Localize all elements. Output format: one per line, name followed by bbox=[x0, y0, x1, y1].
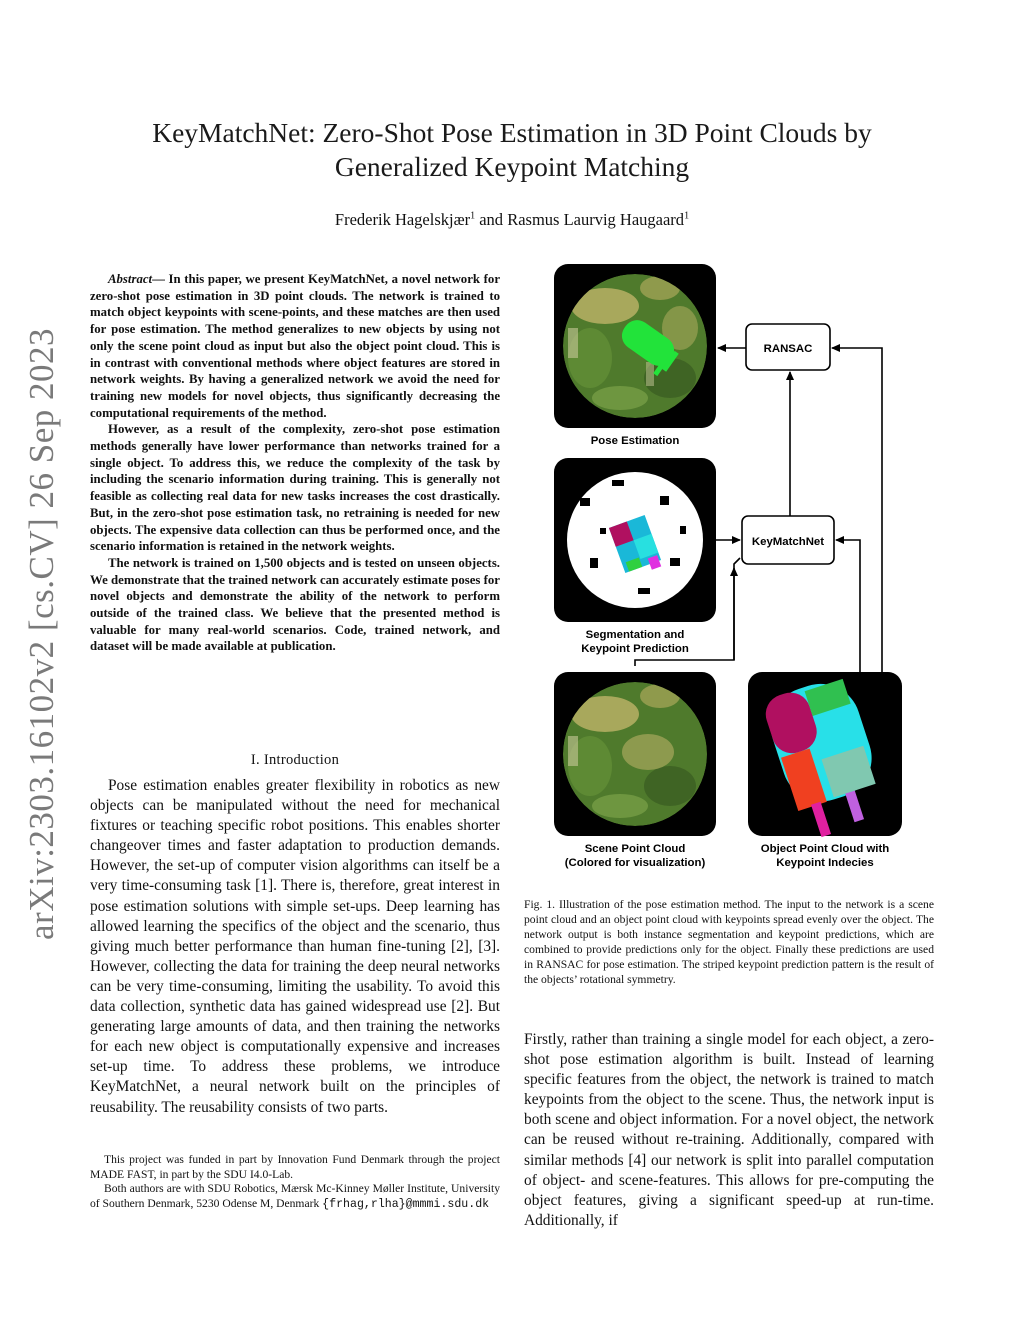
figure-1-caption: Fig. 1. Illustration of the pose estimation method. The input to the network is a scene point cloud and an object point cloud with keypoints spread evenly over the object. The network output is both instance segmentation and keypoint predictions, which are combined to provide predictions only for the object. Finally these predictions are used in RANSAC for pose estimation. The striped keypoint prediction pattern is the result of the objects’ rotational symmetry. bbox=[524, 898, 934, 986]
section-heading-introduction: I. Introduction bbox=[250, 752, 340, 768]
footnote-affiliation-text: Both authors are with SDU Robotics, Mærsk Mc-Kinney Møller Institute, University of Southern Denmark, 5230 Odense M, Denmark bbox=[90, 1182, 500, 1210]
figure-1-diagram bbox=[520, 258, 940, 878]
author-2: Rasmus Laurvig Haugaard bbox=[507, 210, 685, 229]
pose-estimation-panel bbox=[554, 264, 716, 428]
abstract-text-1: In this paper, we present KeyMatchNet, a novel network for zero-shot pose estimation in 3D point clouds. The network is trained to match object keypoints with scene-points, and these matches are then used for pose estimation. The method generalizes to new objects by using not only the scene point cloud as input but also the object point cloud. This is in contrast with conventional methods where object features are stored in network weights. By having a generalized network we avoid the need for training new models for novel objects, thus significantly decreasing the computational requirements of the method. bbox=[90, 272, 500, 420]
object-label-line-1: Object Point Cloud with bbox=[760, 843, 890, 855]
arrow-object-to-ransac bbox=[832, 348, 882, 672]
intro-paragraph: Pose estimation enables greater flexibility in robotics as new objects can be manipulated without the need for mechanical fixtures or teaching specific robot positions. This enables shorter changeover times and faster adaptation to production demands. However, the set-up of computer vision algorithms can itself be a very time-consuming task [1]. There is, therefore, great interest in pose estimation solutions with simple set-ups. Deep learning has allowed learning the specifics of the object and the scenario, thus giving much better performance than human fine-tuning [2], [3]. However, collecting the data for training the deep neural networks can be very time-consuming, limiting the usability. To avoid this data collection, synthetic data has gained widespread use [2]. But generating large amounts of data, and then training the networks for each new object is computationally expensive and increases set-up time. To address these problems, we introduce KeyMatchNet, a neural network built on the principles of reusability. The reusability consists of two parts. bbox=[90, 777, 500, 1116]
object-label-line-2: Keypoint Indecies bbox=[776, 857, 874, 869]
abstract-paragraph-1 bbox=[90, 271, 500, 421]
title-line-1: KeyMatchNet: Zero-Shot Pose Estimation in 3D Point Clouds by bbox=[152, 117, 872, 148]
segmentation-label-line-2: Keypoint Prediction bbox=[581, 643, 689, 655]
affiliation-mark-1: 1 bbox=[470, 210, 476, 222]
arrow-object-to-keymatchnet bbox=[836, 540, 860, 672]
author-list bbox=[100, 210, 924, 230]
author-email: {frhag,rlha}@mmmi.sdu.dk bbox=[322, 1197, 490, 1211]
author-1: Frederik Hagelskjær bbox=[334, 210, 471, 229]
footnotes bbox=[90, 1153, 500, 1212]
footnote-funding: This project was funded in part by Innovation Fund Denmark through the project MADE FAST, in part by the SDU I4.0-Lab. bbox=[90, 1153, 500, 1181]
right-column-body bbox=[524, 1030, 934, 1231]
object-point-cloud-panel bbox=[748, 672, 902, 842]
title-line-2: Generalized Keypoint Matching bbox=[334, 151, 690, 182]
segmentation-label-line-1: Segmentation and bbox=[585, 629, 685, 641]
scene-label-line-2: (Colored for visualization) bbox=[564, 857, 706, 869]
author-connector: and bbox=[475, 210, 508, 229]
segmentation-panel bbox=[554, 458, 716, 622]
abstract-paragraph-3: The network is trained on 1,500 objects and is tested on unseen objects. We demonstrate that the trained network can accurately estimate poses for novel objects and demonstrate the ability of the network to perform outside of the trained class. We believe that the presented method is valuable for many real-world scenarios. Code, trained network, and dataset will be made available at publication. bbox=[90, 555, 500, 654]
abstract bbox=[90, 271, 500, 655]
ransac-label: RANSAC bbox=[763, 343, 813, 355]
keymatchnet-label: KeyMatchNet bbox=[751, 536, 825, 548]
pose-estimation-label: Pose Estimation bbox=[590, 435, 680, 447]
affiliation-mark-2: 1 bbox=[684, 210, 690, 222]
abstract-dash: — bbox=[152, 272, 169, 286]
paper-title bbox=[100, 116, 924, 184]
arxiv-identifier: arXiv:2303.16102v2 [cs.CV] 26 Sep 2023 bbox=[22, 327, 61, 940]
scene-label-line-1: Scene Point Cloud bbox=[584, 843, 686, 855]
scene-point-cloud-panel bbox=[554, 672, 716, 836]
right-paragraph: Firstly, rather than training a single model for each object, a zero-shot pose estimation algorithm is built. Instead of learning specific features from the object, the network is trained to match keypoints from the object to the scene. Thus, the network input is both scene and object information. For a novel object, the network can be reused without re-training. Additionally, compared with similar methods [4] our network is split into parallel computation of object- and scene-features. This allows for pre-computing the object features, giving a significant speed-up at run-time. Additionally, if bbox=[524, 1031, 934, 1229]
abstract-lead: Abstract bbox=[108, 272, 153, 286]
introduction-body bbox=[90, 776, 500, 1118]
abstract-paragraph-2: However, as a result of the complexity, zero-shot pose estimation methods generally have lower performance than networks trained for a single object. To address this, we reduce the complexity of the task by including the scenario information during training. This is generally not feasible as collecting real data for new tasks increases the cost drastically. But, in the zero-shot pose estimation task, no retraining is needed for new objects. The expensive data collection can thus be performed once, and the scenario information is retained in the network weights. bbox=[90, 422, 500, 554]
footnote-affiliation bbox=[90, 1182, 500, 1212]
